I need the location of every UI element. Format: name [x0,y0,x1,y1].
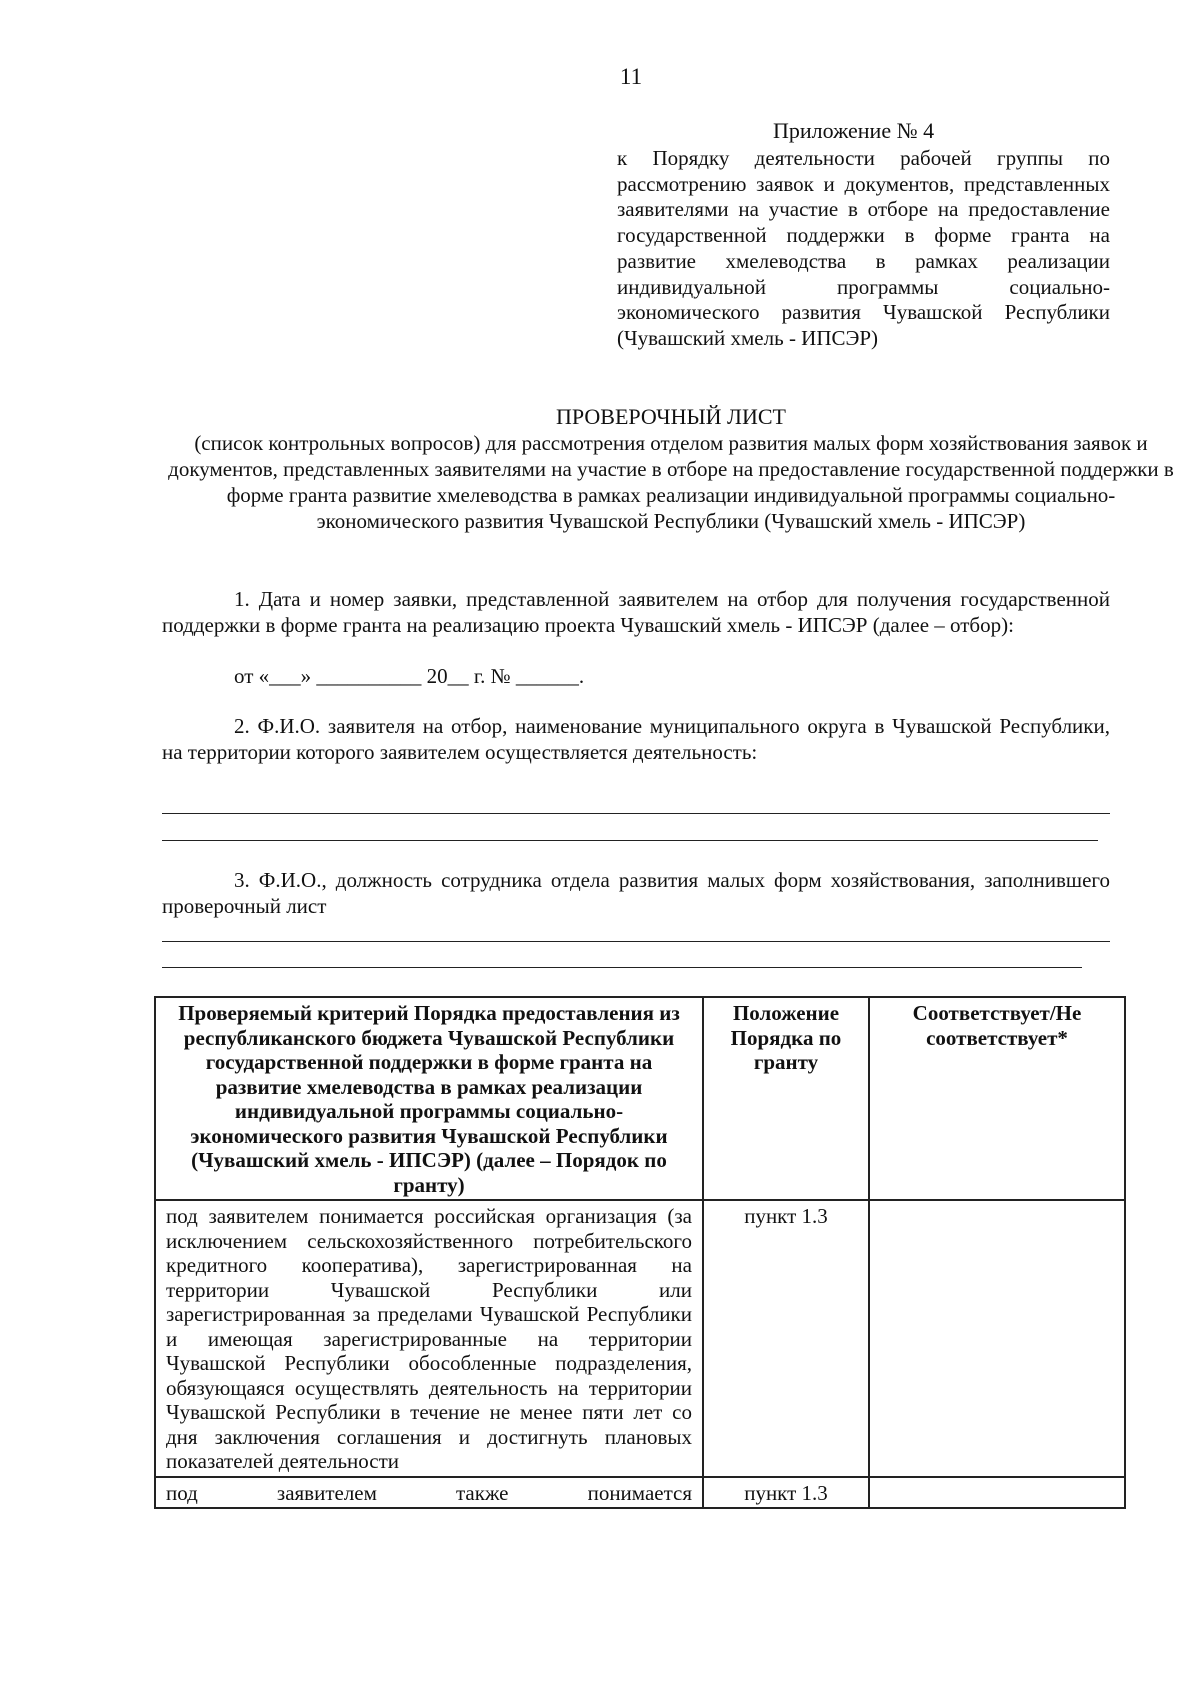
question-1 [162,586,1110,638]
table-row [155,1477,1125,1509]
fill-line [162,840,1098,841]
question-1-text: 1. Дата и номер заявки, представленной заявителем на отбор для получения государственной поддержки в форме гранта на реализацию проекта Чувашский хмель - ИПСЭР (далее – отбор): [162,587,1110,637]
document-title: ПРОВЕРОЧНЫЙ ЛИСТ [556,404,786,429]
compliance-cell [869,1477,1125,1509]
fill-line [162,941,1110,942]
question-3-text: 3. Ф.И.О., должность сотрудника отдела развития малых форм хозяйствования, заполнившего проверочный лист [162,868,1110,918]
document-subtitle: (список контрольных вопросов) для рассмотрения отделом развития малых форм хозяйствования заявок и документов, представленных заявителями на участие в отборе на предоставление государственной поддержки в форме гранта развитие хмелеводства в рамках реализации индивидуальной программы социально-экономического развития Чувашской Республики (Чувашский хмель - ИПСЭР) [168,431,1174,533]
column-header-provision: Положение Порядка по гранту [703,997,869,1200]
page-number: 11 [619,64,643,89]
question-2-text: 2. Ф.И.О. заявителя на отбор, наименование муниципального округа в Чувашской Республики, на территории которого заявителем осуществляется деятельность: [162,714,1110,764]
criterion-cell: под заявителем понимается российская организация (за исключением сельскохозяйственного потребительского кредитного кооператива), зарегистрированная на территории Чувашской Республики или зарегистрированная за пределами Чувашской Республики и имеющая зарегистрированные на территории Чувашской Республики обособленные подразделения, обязующаяся осуществлять деятельность на территории Чувашской Республики в течение не менее пяти лет со дня заключения соглашения и достигнуть плановых показателей деятельности [155,1200,703,1477]
criteria-table [154,996,1126,1509]
appendix-title: Приложение № 4 [773,118,935,143]
column-header-criterion: Проверяемый критерий Порядка предоставления из республиканского бюджета Чувашской Республики государственной поддержки в форме гранта на развитие хмелеводства в рамках реализации индивидуальной программы социально-экономического развития Чувашской Республики (Чувашский хмель - ИПСЭР) (далее – Порядок по гранту) [155,997,703,1200]
question-3 [162,867,1110,919]
criterion-cell: под заявителем также понимается [155,1477,703,1509]
provision-cell: пункт 1.3 [703,1477,869,1509]
appendix-body: к Порядку деятельности рабочей группы по рассмотрению заявок и документов, представленных заявителями на участие в отборе на предоставление государственной поддержки в форме гранта на развитие хмелеводства в рамках реализации индивидуальной программы социально-экономического развития Чувашской Республики (Чувашский хмель - ИПСЭР) [617,146,1110,350]
fill-line [162,967,1082,968]
table-header-row [155,997,1125,1200]
table-row [155,1200,1125,1477]
column-header-compliance: Соответствует/Не соответствует* [869,997,1125,1200]
question-1-date-line: от «___» __________ 20__ г. № ______. [234,664,585,688]
fill-line [162,813,1110,814]
provision-cell: пункт 1.3 [703,1200,869,1477]
question-2 [162,713,1110,765]
compliance-cell [869,1200,1125,1477]
